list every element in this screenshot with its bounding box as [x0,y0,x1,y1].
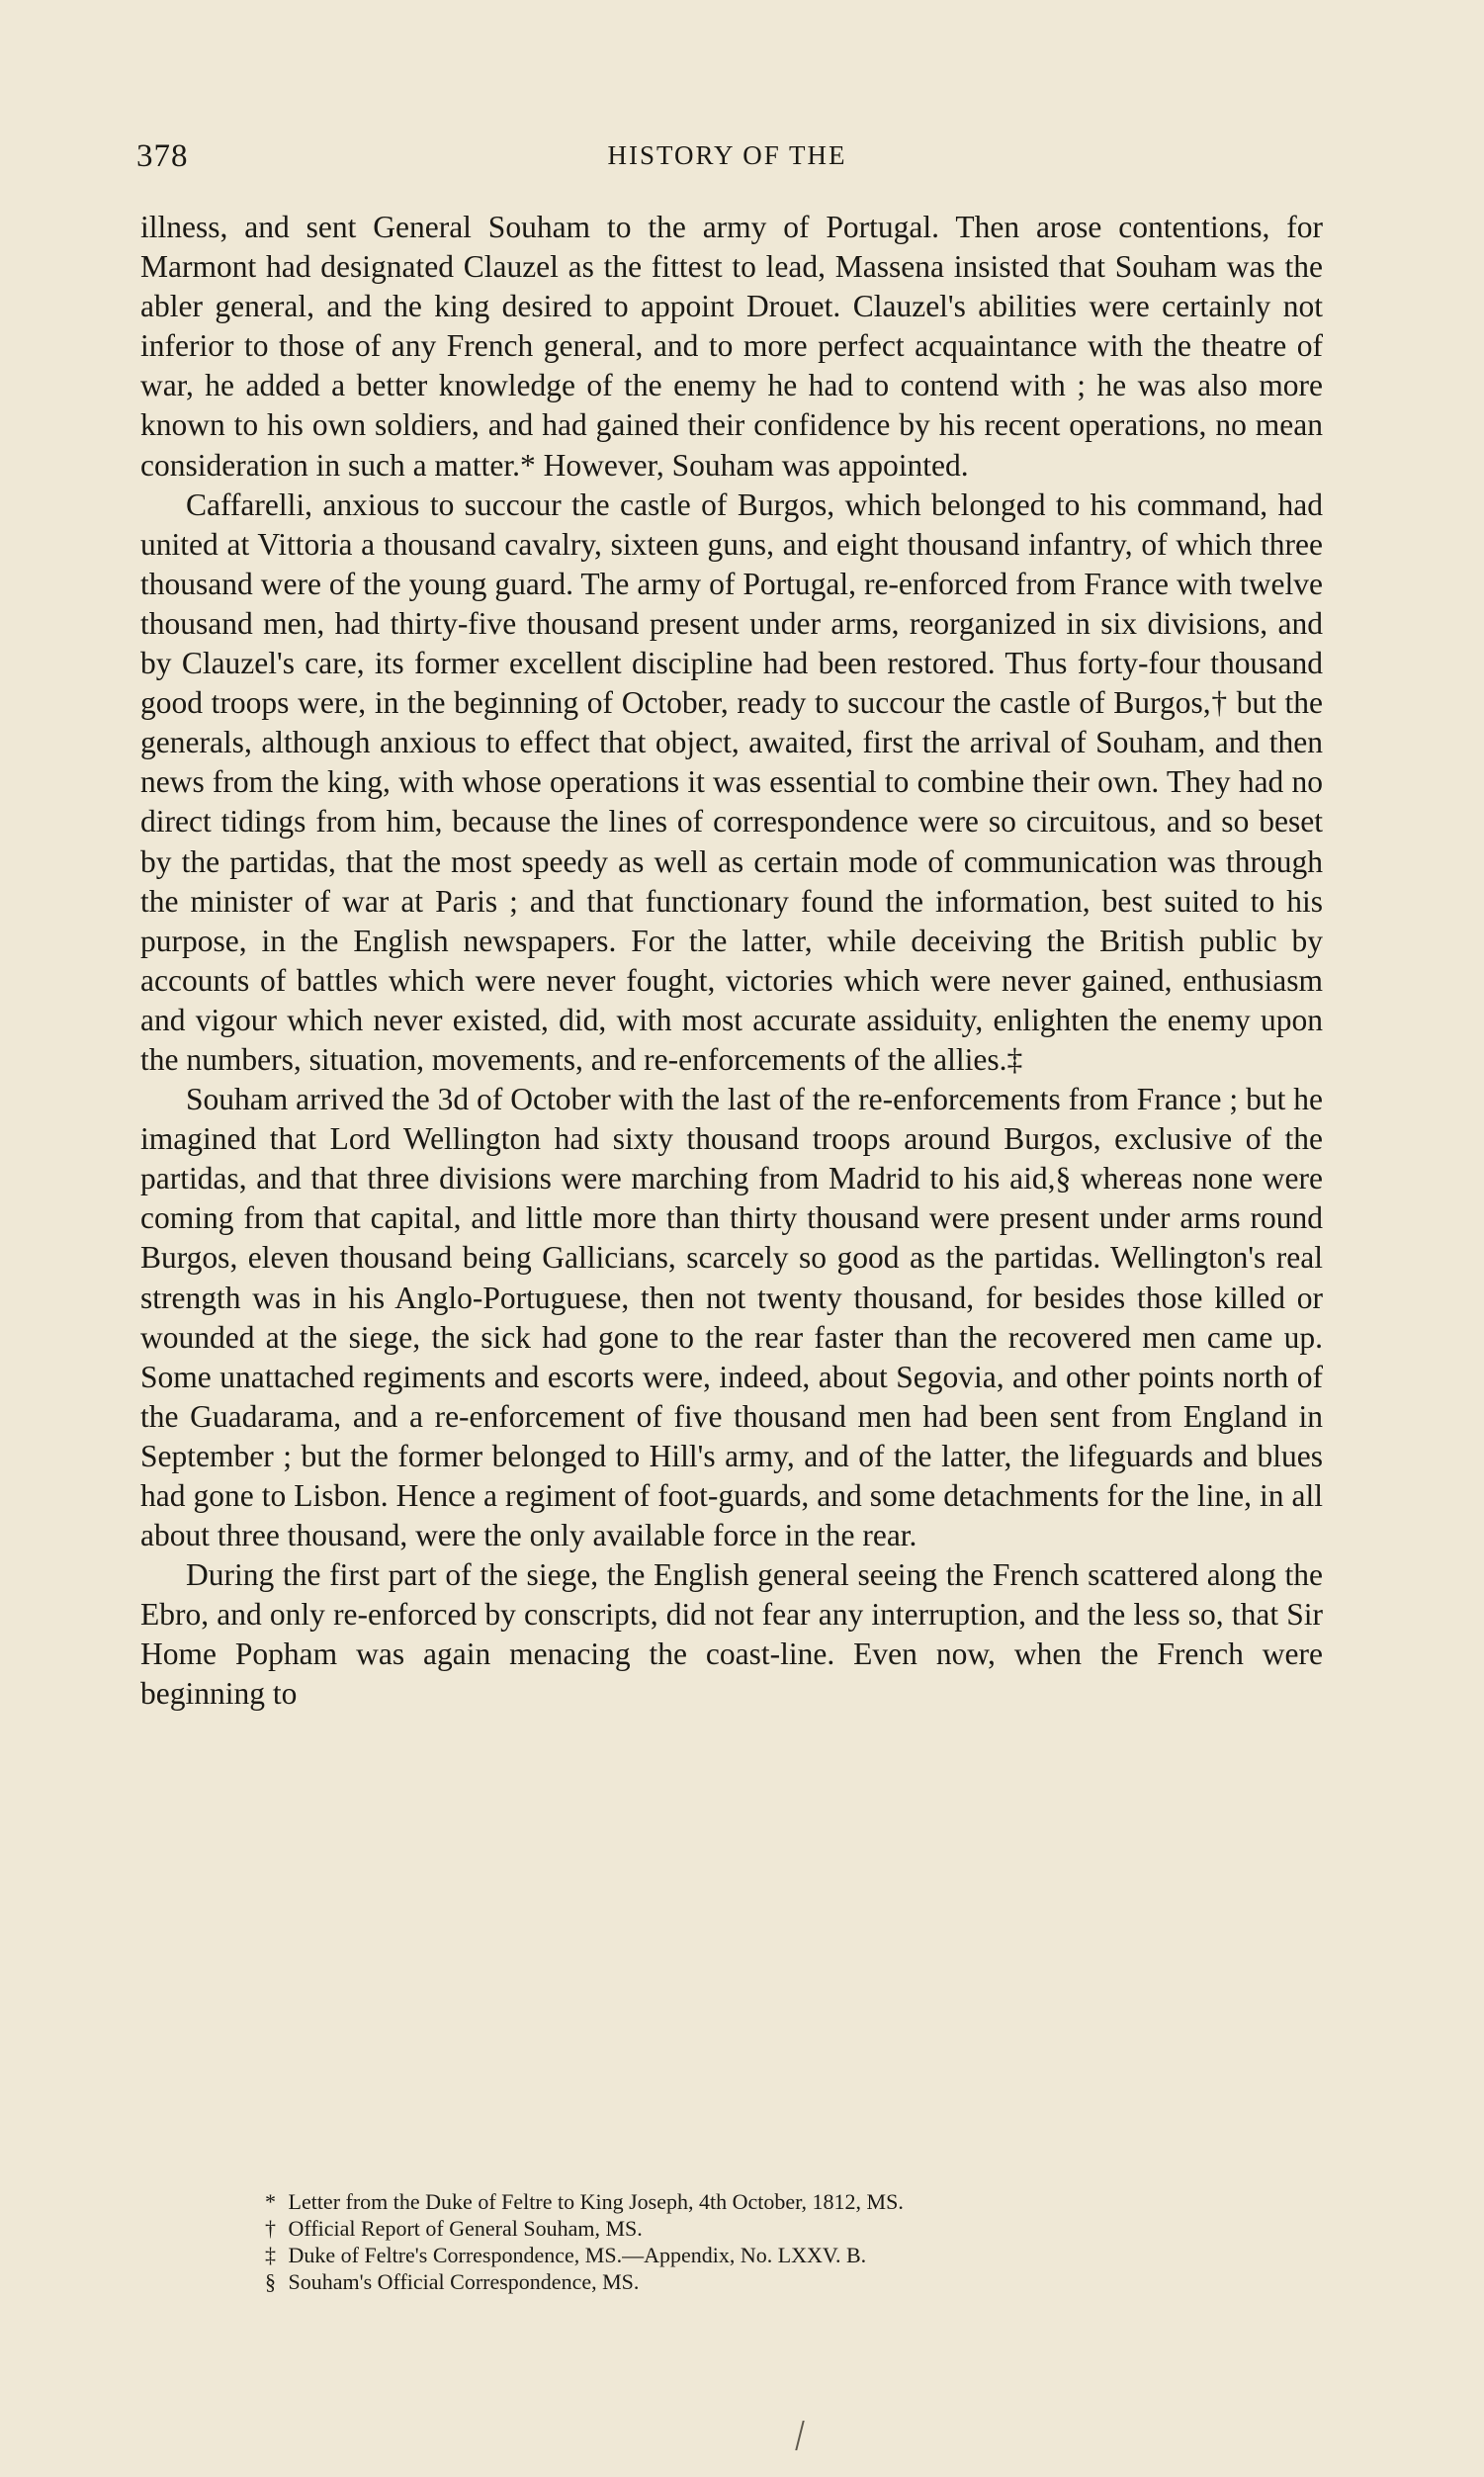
page-number: 378 [136,138,189,174]
paragraph: illness, and sent General Souham to the army of Portugal. Then arose contentions, for Marmont had designated Clauzel as the fittest to lead, Massena insisted that Souham was the abler general, and the king desired to appoint Drouet. Clauzel's abilities were certainly not inferior to those of any French general, and to more perfect acquaintance with the theatre of war, he added a better knowledge of the enemy he had to contend with ; he was also more known to his own soldiers, and had gained their confidence by his recent operations, no mean consideration in such a matter.* However, Souham was appointed. [140,210,1323,483]
footnote [265,2242,1254,2268]
footnote-text: Duke of Feltre's Correspondence, MS.—Appendix, No. LXXV. B. [288,2243,867,2267]
footnote-mark: § [265,2269,276,2294]
footnote [265,2268,1254,2295]
footnote-text: Letter from the Duke of Feltre to King Joseph, 4th October, 1812, MS. [288,2189,904,2214]
footnote-mark: ‡ [265,2243,276,2267]
paragraph: Souham arrived the 3d of October with the last of the re-enforcements from France ; but he imagined that Lord Wellington had sixty thousand troops around Burgos, exclusive of the partidas, and that three divisions were marching from Madrid to his aid,§ whereas none were coming from that capital, and little more than thirty thousand were present under arms round Burgos, eleven thousand being Gallicians, scarcely so good as the partidas. Wellington's real strength was in his Anglo-Portuguese, then not twenty thousand, for besides those killed or wounded at the siege, the sick had gone to the rear faster than the recovered men came up. Some unattached regiments and escorts were, indeed, about Segovia, and other points north of the Guadarama, and a re-enforcement of five thousand men had been sent from England in September ; but the former belonged to Hill's army, and of the latter, the lifeguards and blues had gone to Lisbon. Hence a regiment of foot-guards, and some detachments for the line, in all about three thousand, were the only available force in the rear. [140,1082,1323,1553]
footnote-mark: * [265,2189,276,2214]
footnotes [265,2188,1254,2295]
stray-ink-mark [795,2421,810,2450]
footnote [265,2215,1254,2242]
paragraph: Caffarelli, anxious to succour the castle of Burgos, which belonged to his command, had united at Vittoria a thousand cavalry, sixteen guns, and eight thousand infantry, of which three thousand were of the young guard. The army of Portugal, re-enforced from France with twelve thousand men, had thirty-five thousand present under arms, reorganized in six divisions, and by Clauzel's care, its former excellent discipline had been restored. Thus forty-four thousand good troops were, in the beginning of October, ready to succour the castle of Burgos,† but the generals, although anxious to effect that object, awaited, first the arrival of Souham, and then news from the king, with whose operations it was essential to combine their own. They had no direct tidings from him, because the lines of correspondence were so circuitous, and so beset by the partidas, that the most speedy as well as certain mode of communication was through the minister of war at Paris ; and that functionary found the information, best suited to his purpose, in the English newspapers. For the latter, while deceiving the British public by accounts of battles which were never fought, victories which were never gained, enthusiasm and vigour which never existed, did, with most accurate assiduity, enlighten the enemy upon the numbers, situation, movements, and re-enforcements of the allies.‡ [140,487,1323,1077]
running-title: HISTORY OF THE [607,140,847,170]
page-header [136,138,1318,178]
footnote-text: Official Report of General Souham, MS. [288,2216,643,2241]
footnote [265,2188,1254,2215]
footnote-mark: † [265,2216,276,2241]
paragraph: During the first part of the siege, the English general seeing the French scattered along the Ebro, and only re-enforced by conscripts, did not fear any interruption, and the less so, that Sir Home Popham was again menacing the coast-line. Even now, when the French were beginning to [140,1557,1323,1712]
body-text [140,208,1323,1715]
footnote-text: Souham's Official Correspondence, MS. [288,2269,640,2294]
